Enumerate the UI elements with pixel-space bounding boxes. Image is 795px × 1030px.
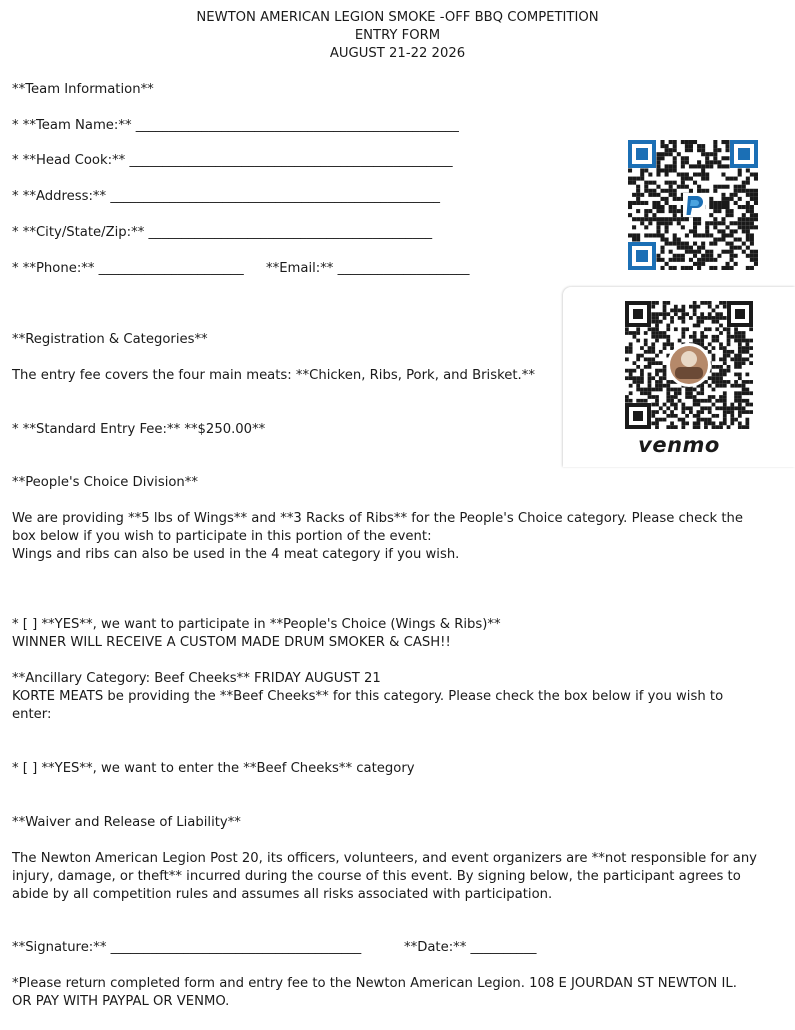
address-field: * **Address:** __________________________________________________ xyxy=(12,189,441,204)
peoples-choice-para-2: box below if you wish to participate in this portion of the event: xyxy=(12,529,432,544)
peoples-choice-para-3: Wings and ribs can also be used in the 4 meat category if you wish. xyxy=(12,547,460,562)
beef-cheeks-checkbox-line: * [ ] **YES**, we want to enter the **Beef Cheeks** category xyxy=(12,761,415,776)
team-info-heading: **Team Information** xyxy=(12,82,154,97)
return-instructions-2: OR PAY WITH PAYPAL OR VENMO. xyxy=(12,994,230,1009)
waiver-line-3: abide by all competition rules and assumes all risks associated with participation. xyxy=(12,887,553,902)
peoples-choice-checkbox-line: * [ ] **YES**, we want to participate in **People's Choice (Wings & Ribs)** xyxy=(12,617,501,632)
standard-entry-fee: * **Standard Entry Fee:** **$250.00** xyxy=(12,422,266,437)
paypal-qr-icon xyxy=(628,140,758,270)
form-title: NEWTON AMERICAN LEGION SMOKE -OFF BBQ COMPETITION xyxy=(196,10,599,25)
form-subtitle: ENTRY FORM xyxy=(354,28,441,43)
form-date: AUGUST 21-22 2026 xyxy=(329,46,466,61)
date-field: **Date:** __________ xyxy=(404,940,537,955)
waiver-heading: **Waiver and Release of Liability** xyxy=(12,815,241,830)
venmo-card xyxy=(563,287,795,467)
ancillary-para-2: enter: xyxy=(12,707,52,722)
ancillary-heading: **Ancillary Category: Beef Cheeks** FRIDAY AUGUST 21 xyxy=(12,671,381,686)
entry-fee-covers: The entry fee covers the four main meats: **Chicken, Ribs, Pork, and Brisket.** xyxy=(12,368,535,383)
peoples-choice-heading: **People's Choice Division** xyxy=(12,475,198,490)
winner-announcement: WINNER WILL RECEIVE A CUSTOM MADE DRUM SMOKER & CASH!! xyxy=(12,635,451,650)
ancillary-para-1: KORTE MEATS be providing the **Beef Cheeks** for this category. Please check the box below if you wish to xyxy=(12,689,724,704)
head-cook-field: * **Head Cook:** _________________________________________________ xyxy=(12,153,453,168)
team-name-field: * **Team Name:** _________________________________________________ xyxy=(12,118,459,133)
email-field: **Email:** ____________________ xyxy=(266,261,470,276)
waiver-line-2: injury, damage, or theft** incurred during the course of this event. By signing below, the participant agrees to xyxy=(12,869,741,884)
registration-heading: **Registration & Categories** xyxy=(12,332,208,347)
peoples-choice-para-1: We are providing **5 lbs of Wings** and **3 Racks of Ribs** for the People's Choice category. Please check the xyxy=(12,511,744,526)
phone-field: * **Phone:** ______________________ xyxy=(12,261,244,276)
city-state-zip-field: * **City/State/Zip:** ___________________________________________ xyxy=(12,225,433,240)
venmo-logo: venmo xyxy=(638,433,720,457)
signature-field: **Signature:** ______________________________________ xyxy=(12,940,362,955)
venmo-qr-icon xyxy=(625,301,753,429)
waiver-line-1: The Newton American Legion Post 20, its officers, volunteers, and event organizers are **not responsible for any xyxy=(12,851,757,866)
return-instructions-1: *Please return completed form and entry fee to the Newton American Legion. 108 E JOURDAN ST NEWTON IL. xyxy=(12,976,737,991)
